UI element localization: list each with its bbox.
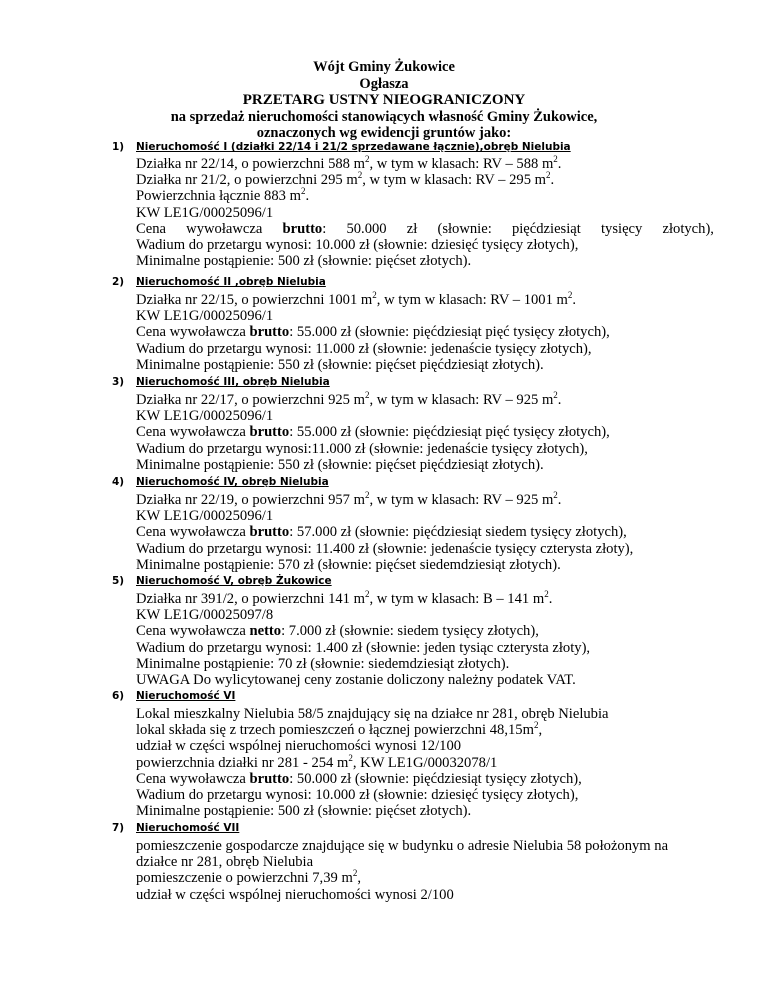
section-number: 5) [112,575,125,587]
deposit-line: Wadium do przetargu wynosi: 1.400 zł (słownie: jeden tysiąc czterysta złoty), [136,639,591,656]
min-bid-line: Minimalne postąpienie: 570 zł (słownie: pięćset siedemdziesiąt złotych). [136,556,561,573]
plot-line: Działka nr 22/15, o powierzchni 1001 $m^2$, w tym w klasach: RV – 1001 $m^2$. [136,290,577,308]
section-title: Nieruchomość II ,obręb Nielubia [136,276,326,288]
land-register-line: KW LE1G/00025096/1 [136,508,274,525]
section-3-heading [112,376,330,389]
plot-line: Działka nr 21/2, o powierzchni 295 $m^2$, w tym w klasach: RV – 295 $m^2$. [136,170,555,189]
section-number: 4) [112,476,125,488]
share-line: udział w części wspólnej nieruchomości wynosi 2/100 [136,886,454,903]
section-5-body [136,591,714,688]
plot-line: Działka nr 22/17, o powierzchni 925 $m^2$, w tym w klasach: RV – 925 $m^2$. [136,390,562,408]
land-register-line: KW LE1G/00025097/8 [136,607,274,624]
section-6-heading [112,690,235,703]
section-2-body [136,292,714,373]
min-bid-line: Minimalne postąpienie: 550 zł (słownie: pięćset pięćdziesiąt złotych). [136,456,544,473]
plot-line: Działka nr 22/14, o powierzchni 588 $m^2$, w tym w klasach: RV – 588 $m^2$. [136,154,562,172]
section-title: Nieruchomość I (działki 22/14 i 21/2 sprzedawane łącznie),obręb Nielubia [136,141,571,153]
min-bid-line: Minimalne postąpienie: 550 zł (słownie: pięćset pięćdziesiąt złotych). [136,356,544,373]
plot-area-line: powierzchnia działki nr 281 - 254 $m^2$, KW LE1G/00032078/1 [136,752,498,771]
storage-room-line: pomieszczenie gospodarcze znajdujące się w budynku o adresie Nielubia 58 położonym na [136,838,669,854]
section-3-body [136,392,714,473]
section-2-heading [112,276,326,289]
section-6-body [136,706,714,819]
deposit-line: Wadium do przetargu wynosi:11.000 zł (słownie: jedenaście tysięcy złotych), [136,440,588,457]
plot-line: Działka nr 22/19, o powierzchni 957 $m^2$, w tym w klasach: RV – 925 $m^2$. [136,490,562,508]
section-7-heading [112,822,239,835]
section-4-heading [112,476,329,489]
deposit-line: Wadium do przetargu wynosi: 10.000 zł (słownie: dziesięć tysięcy złotych), [136,236,579,253]
min-bid-line: Minimalne postąpienie: 70 zł (słownie: siedemdziesiąt złotych). [136,655,510,672]
announcement-header [0,59,768,142]
plot-line: działce nr 281, obręb Nielubia [136,854,314,871]
land-register-line: KW LE1G/00025096/1 [136,308,274,325]
min-bid-line: Minimalne postąpienie: 500 zł (słownie: pięćset złotych). [136,253,472,270]
section-5-heading [112,575,332,588]
land-register-line: KW LE1G/00025096/1 [136,408,274,425]
header-title: PRZETARG USTNY NIEOGRANICZONY [242,92,526,108]
section-number: 3) [112,376,125,388]
section-title: Nieruchomość VI [136,690,236,702]
section-title: Nieruchomość IV, obręb Nielubia [136,476,329,488]
section-1-body [136,156,714,269]
price-line: Cena wywoławcza netto: 7.000 zł (słownie: siedem tysięcy złotych), [136,623,539,640]
section-number: 1) [112,141,125,153]
section-4-body [136,492,714,573]
share-line: udział w części wspólnej nieruchomości wynosi 12/100 [136,738,462,755]
premises-area-line: lokal składa się z trzech pomieszczeń o łącznej powierzchni $48,15m^2$, [136,720,543,739]
header-subtitle-2: oznaczonych wg ewidencji gruntów jako: [256,125,512,141]
total-area-line: Powierzchnia łącznie 883 $m^2$. [136,186,310,205]
section-7-body [136,838,714,903]
price-line: Cena wywoławcza brutto: 50.000 zł (słownie: pięćdziesiąt tysięcy złotych), [136,220,714,237]
room-area-line: pomieszczenie o powierzchni 7,39 $m^2$, [136,868,361,887]
land-register-line: KW LE1G/00025096/1 [136,204,274,221]
section-title: Nieruchomość III, obręb Nielubia [136,376,330,388]
section-number: 6) [112,690,125,702]
section-number: 2) [112,276,125,288]
header-subtitle: na sprzedaż nieruchomości stanowiących własność Gminy Żukowice, [170,108,598,125]
min-bid-line: Minimalne postąpienie: 500 zł (słownie: pięćset złotych). [136,803,472,820]
premises-line: Lokal mieszkalny Nielubia 58/5 znajdujący się na działce nr 281, obręb Nielubia [136,706,609,722]
price-line: Cena wywoławcza brutto: 55.000 zł (słownie: pięćdziesiąt pięć tysięcy złotych), [136,324,610,341]
deposit-line: Wadium do przetargu wynosi: 11.400 zł (słownie: jedenaście tysięcy czterysta złoty), [136,540,634,557]
price-line: Cena wywoławcza brutto: 50.000 zł (słownie: pięćdziesiąt tysięcy złotych), [136,770,582,787]
section-title: Nieruchomość VII [136,822,240,834]
section-number: 7) [112,822,125,834]
header-authority: Wójt Gminy Żukowice [313,59,455,75]
header-announces: Ogłasza [359,75,409,92]
price-line: Cena wywoławcza brutto: 55.000 zł (słownie: pięćdziesiąt pięć tysięcy złotych), [136,424,610,441]
deposit-line: Wadium do przetargu wynosi: 10.000 zł (słownie: dziesięć tysięcy złotych), [136,786,579,803]
deposit-line: Wadium do przetargu wynosi: 11.000 zł (słownie: jedenaście tysięcy złotych), [136,340,592,357]
section-title: Nieruchomość V, obręb Żukowice [136,575,332,587]
vat-note-line: UWAGA Do wylicytowanej ceny zostanie doliczony należny podatek VAT. [136,671,576,688]
section-1-heading [112,141,571,154]
plot-line: Działka nr 391/2, o powierzchni 141 $m^2$, w tym w klasach: B – 141 $m^2$. [136,589,553,607]
price-line: Cena wywoławcza brutto: 57.000 zł (słownie: pięćdziesiąt siedem tysięcy złotych), [136,524,627,541]
